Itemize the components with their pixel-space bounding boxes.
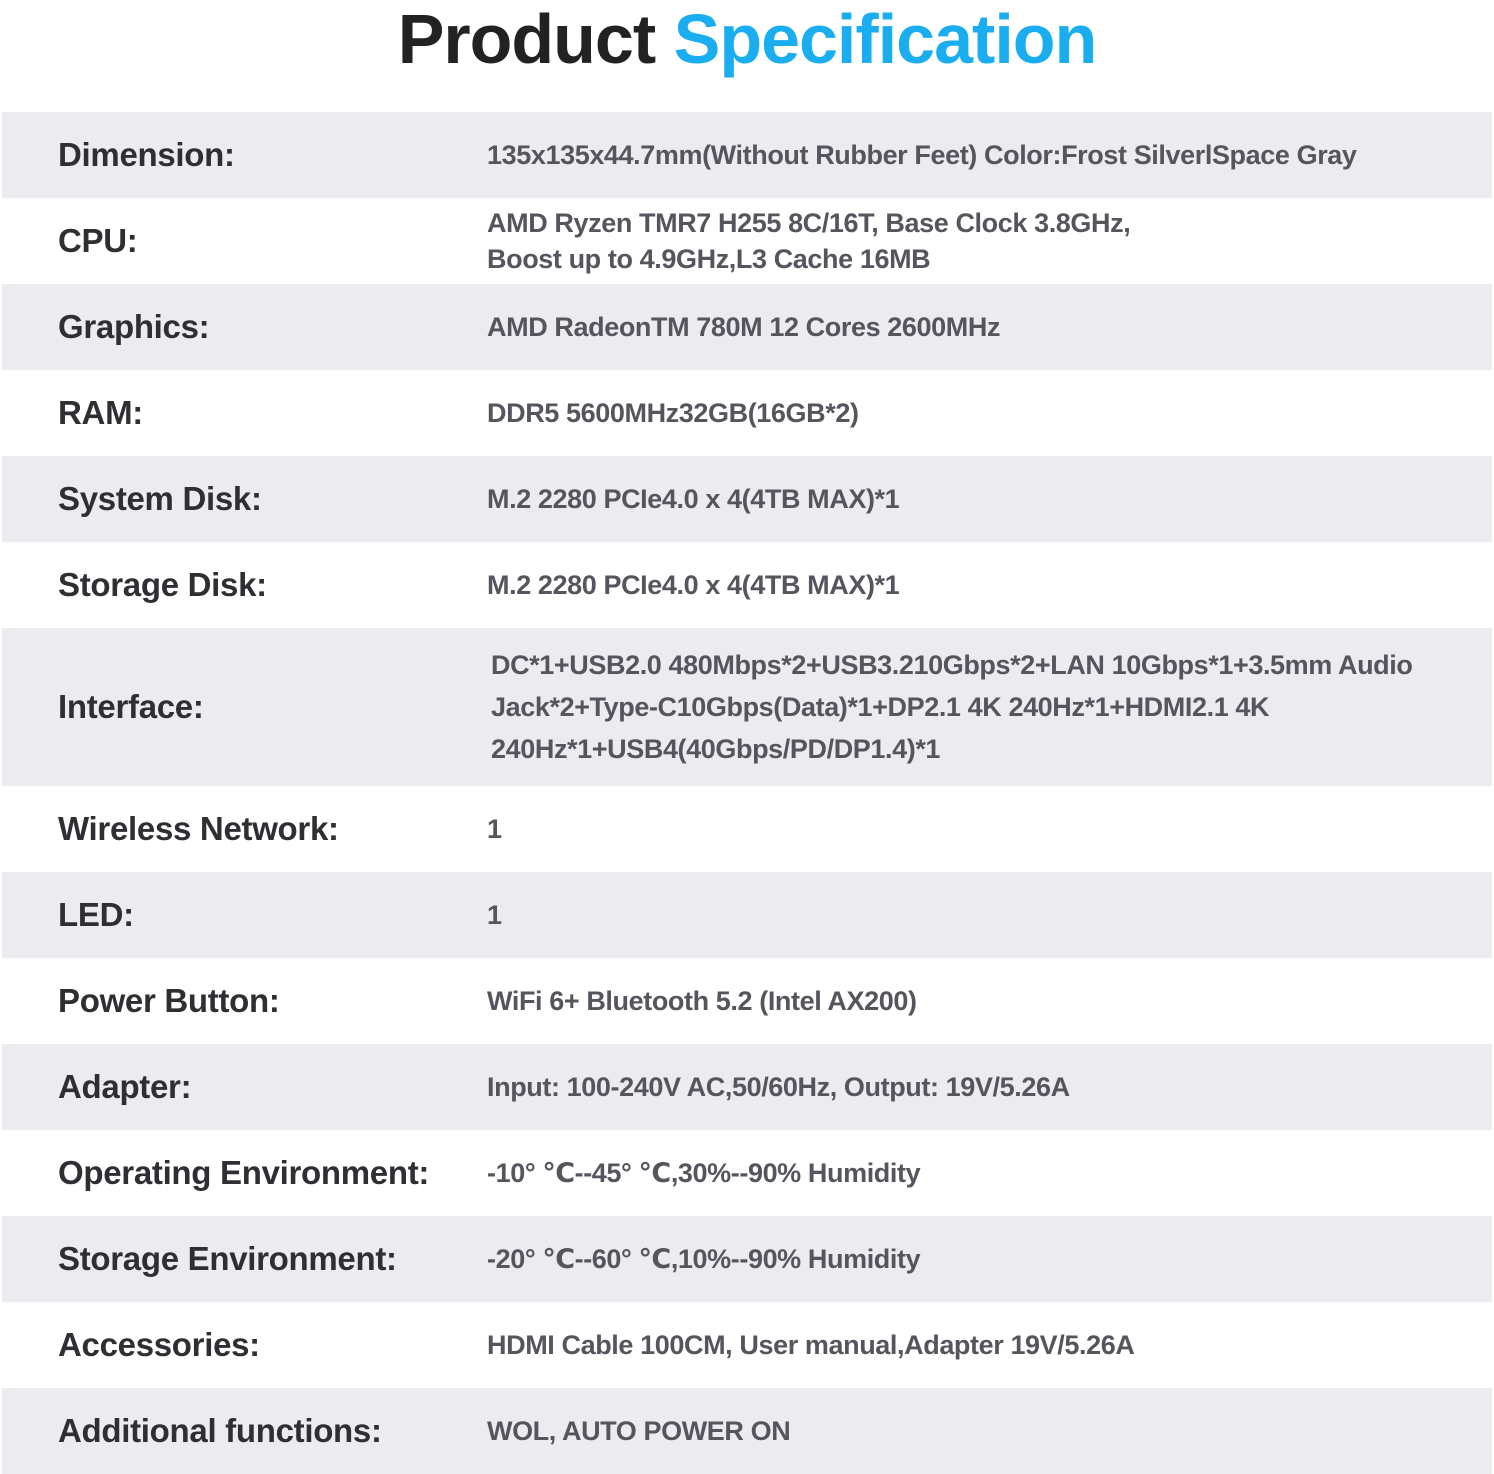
spec-value: WOL, AUTO POWER ON [487, 1416, 791, 1446]
spec-value: 135x135x44.7mm(Without Rubber Feet) Color:Frost SilverlSpace Gray [487, 140, 1357, 170]
spec-row-graphics [2, 284, 1492, 370]
spec-row-ram [2, 370, 1492, 456]
spec-row-storage-disk [2, 542, 1492, 628]
spec-row-storage-environment [2, 1216, 1492, 1302]
spec-row-additional-functions [2, 1388, 1492, 1474]
spec-label: Power Button: [58, 982, 280, 1019]
spec-row-operating-environment [2, 1130, 1492, 1216]
spec-label: Additional functions: [58, 1412, 382, 1449]
spec-label: Interface: [58, 688, 204, 725]
spec-label: Storage Environment: [58, 1240, 397, 1277]
spec-value: DC*1+USB2.0 480Mbps*2+USB3.210Gbps*2+LAN 10Gbps*1+3.5mm Audio Jack*2+Type-C10Gbps(Data)*1+DP2.1 4K 240Hz*1+HDMI2.1 4K 240Hz*1+USB4(40Gbps/PD/DP1.4)*1 [491, 650, 1413, 764]
spec-value: 1 [487, 814, 502, 844]
spec-label: CPU: [58, 222, 138, 259]
spec-label: System Disk: [58, 480, 262, 517]
spec-value: HDMI Cable 100CM, User manual,Adapter 19V/5.26A [487, 1330, 1135, 1360]
spec-value: AMD Ryzen TMR7 H255 8C/16T, Base Clock 3.8GHz, Boost up to 4.9GHz,L3 Cache 16MB [487, 208, 1131, 274]
spec-value: -10° ℃--45° ℃,30%--90% Humidity [487, 1158, 921, 1188]
spec-value: -20° ℃--60° ℃,10%--90% Humidity [487, 1244, 921, 1274]
title-product: Product [397, 0, 656, 78]
spec-row-led [2, 872, 1492, 958]
spec-label: Accessories: [58, 1326, 260, 1363]
spec-row-power-button [2, 958, 1492, 1044]
spec-label: LED: [58, 896, 134, 933]
spec-value: AMD RadeonTM 780M 12 Cores 2600MHz [487, 312, 1001, 342]
spec-label: Operating Environment: [58, 1154, 430, 1191]
spec-value: M.2 2280 PCIe4.0 x 4(4TB MAX)*1 [487, 484, 900, 514]
spec-label: Graphics: [58, 308, 210, 345]
spec-value: WiFi 6+ Bluetooth 5.2 (Intel AX200) [487, 986, 917, 1016]
page-title [0, 0, 1494, 112]
spec-value: DDR5 5600MHz32GB(16GB*2) [487, 398, 859, 428]
spec-table [2, 112, 1492, 1474]
spec-label: RAM: [58, 394, 143, 431]
spec-value: 1 [487, 900, 502, 930]
spec-row-wireless-network [2, 786, 1492, 872]
title-specification: Specification [673, 0, 1097, 78]
spec-row-adapter [2, 1044, 1492, 1130]
spec-label: Dimension: [58, 136, 235, 173]
spec-label: Adapter: [58, 1068, 192, 1105]
spec-value: Input: 100-240V AC,50/60Hz, Output: 19V/5.26A [487, 1072, 1070, 1102]
spec-row-interface [2, 628, 1492, 786]
spec-row-system-disk [2, 456, 1492, 542]
spec-value: M.2 2280 PCIe4.0 x 4(4TB MAX)*1 [487, 570, 900, 600]
spec-row-cpu [2, 198, 1492, 284]
spec-label: Wireless Network: [58, 810, 339, 847]
spec-row-dimension [2, 112, 1492, 198]
spec-label: Storage Disk: [58, 566, 267, 603]
spec-row-accessories [2, 1302, 1492, 1388]
